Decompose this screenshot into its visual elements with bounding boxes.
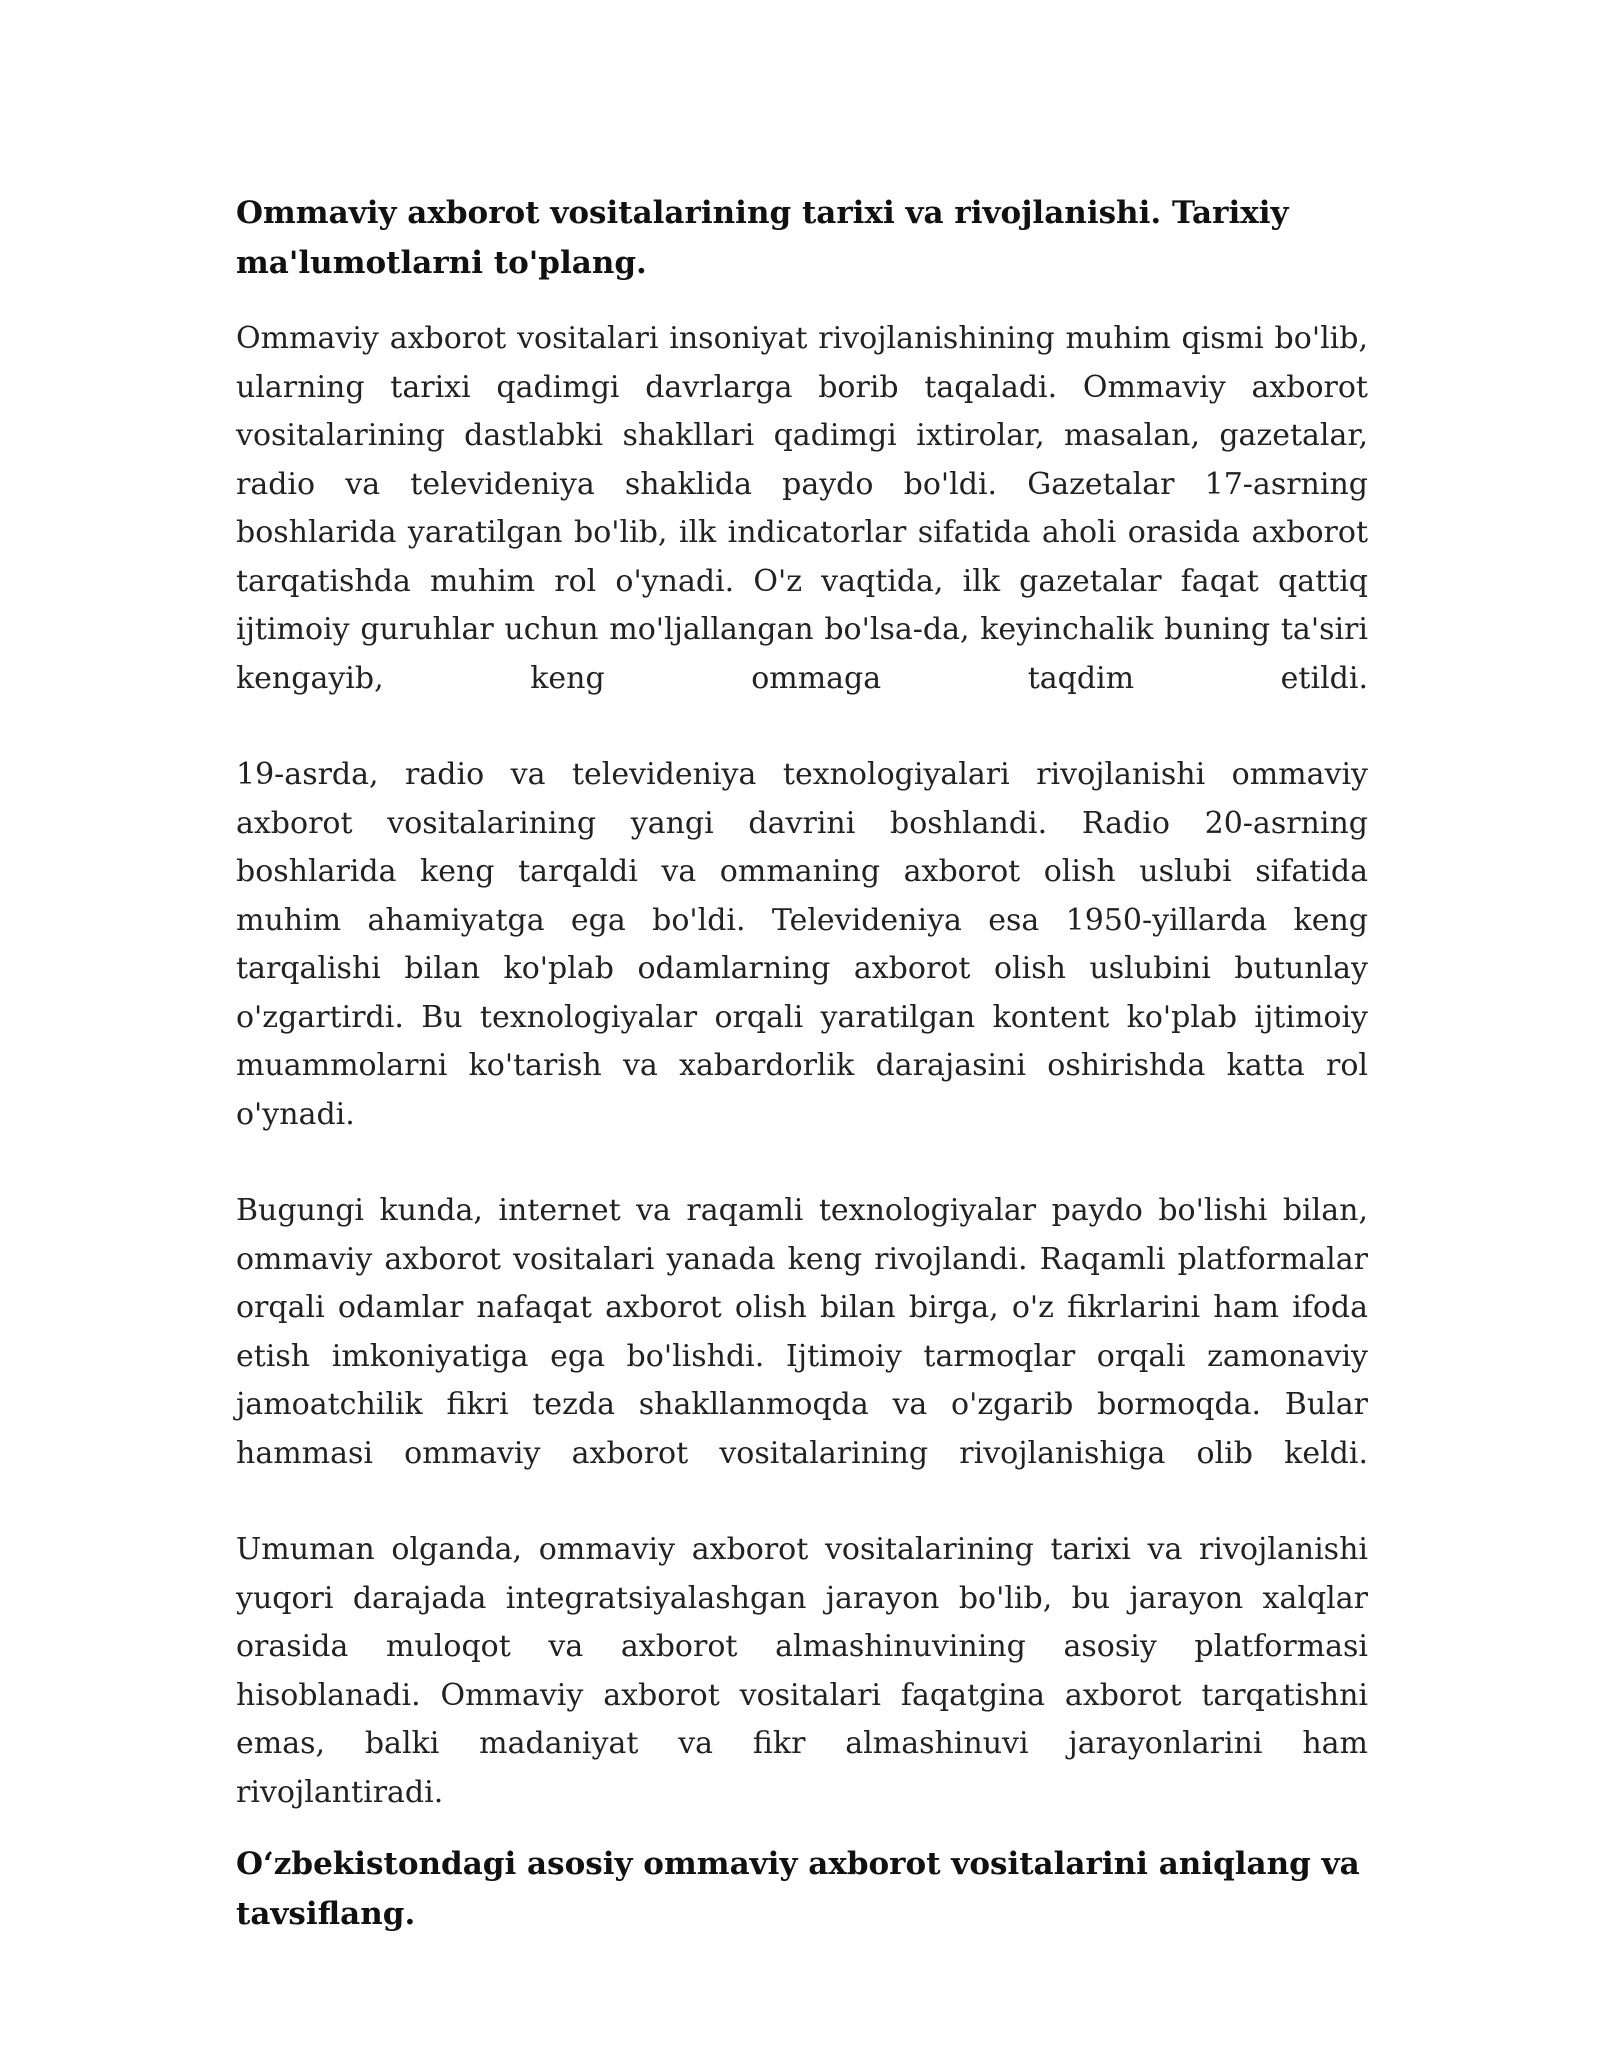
paragraph-radio-television: 19-asrda, radio va televideniya texnologiyalari rivojlanishi ommaviy axborot vositalarining yangi davrini boshlandi. Radio 20-asrning boshlarida keng tarqaldi va ommaning axborot olish uslubi sifatida muhim ahamiyatga ega bo'ldi. Televideniya esa 1950-yillarda keng tarqalishi bilan ko'plab odamlarning axborot olish uslubini butunlay o'zgartirdi. Bu texnologiyalar orqali yaratilgan kontent ko'plab ijtimoiy muammolarni ko'tarish va xabardorlik darajasini oshirishda katta rol o'ynadi. [236, 757, 1368, 1132]
section-heading-uzbekistan-media: O‘zbekistondagi asosiy ommaviy axborot vositalarini aniqlang va tavsiflang. [236, 1846, 1360, 1932]
paragraph-internet-digital: Bugungi kunda, internet va raqamli texnologiyalar paydo bo'lishi bilan, ommaviy axborot vositalari yanada keng rivojlandi. Raqamli platformalar orqali odamlar nafaqat axborot olish bilan birga, o'z fikrlarini ham ifoda etish imkoniyatiga ega bo'lishdi. Ijtimoiy tarmoqlar orqali zamonaviy jamoatchilik fikri tezda shakllanmoqda va o'zgarib bormoqda. Bular hammasi ommaviy axborot vositalarining rivojlanishiga olib keldi. [236, 1193, 1368, 1471]
document-page [236, 188, 1368, 1939]
paragraph-conclusion: Umuman olganda, ommaviy axborot vositalarining tarixi va rivojlanishi yuqori darajada integratsiyalashgan jarayon bo'lib, bu jarayon xalqlar orasida muloqot va axborot almashinuvining asosiy platformasi hisoblanadi. Ommaviy axborot vositalari faqatgina axborot tarqatishni emas, balki madaniyat va fikr almashinuvi jarayonlarini ham rivojlantiradi. [236, 1532, 1368, 1810]
section-heading-history: Ommaviy axborot vositalarining tarixi va rivojlanishi. Tarixiy ma'lumotlarni to'plang. [236, 195, 1289, 281]
paragraph-origins: Ommaviy axborot vositalari insoniyat rivojlanishining muhim qismi bo'lib, ularning tarixi qadimgi davrlarga borib taqaladi. Ommaviy axborot vositalarining dastlabki shakllari qadimgi ixtirolar, masalan, gazetalar, radio va televideniya shaklida paydo bo'ldi. Gazetalar 17-asrning boshlarida yaratilgan bo'lib, ilk indicatorlar sifatida aholi orasida axborot tarqatishda muhim rol o'ynadi. O'z vaqtida, ilk gazetalar faqat qattiq ijtimoiy guruhlar uchun mo'ljallangan bo'lsa-da, keyinchalik buning ta'siri kengayib, keng ommaga taqdim etildi. [236, 321, 1368, 696]
